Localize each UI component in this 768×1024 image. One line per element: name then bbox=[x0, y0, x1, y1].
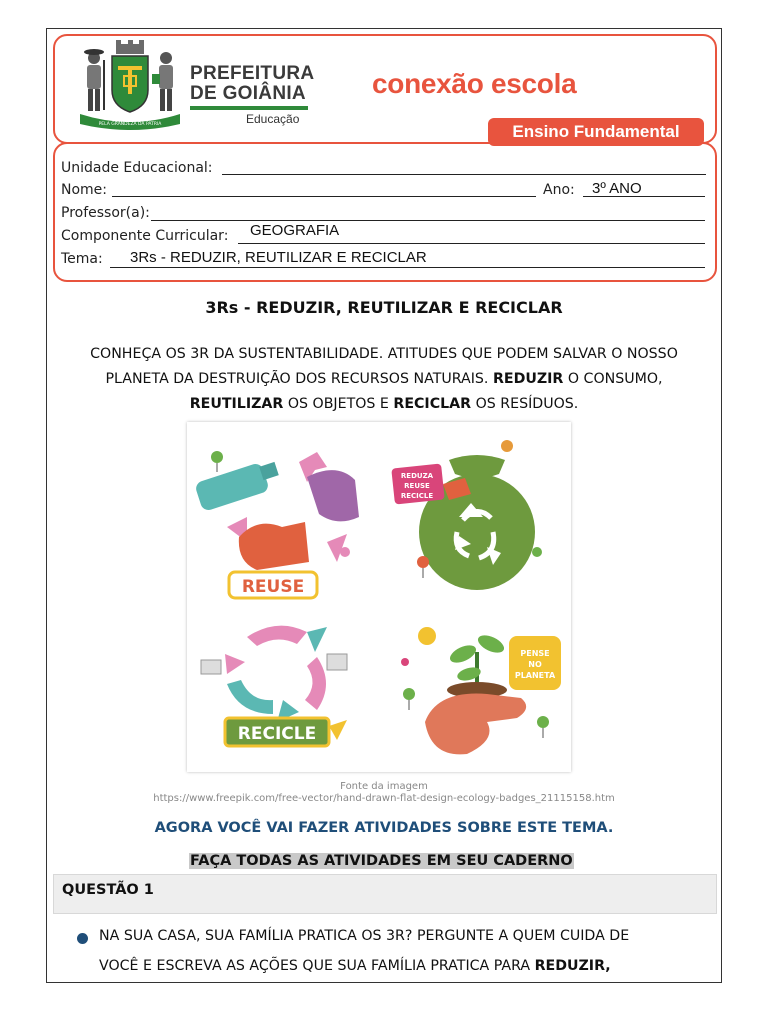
ecology-badges-illustration bbox=[187, 422, 571, 772]
componente-value: GEOGRAFIA bbox=[250, 222, 340, 239]
reduce-bag-badge bbox=[391, 440, 542, 590]
prefeitura-green-rule bbox=[190, 106, 308, 110]
pense-line1: PENSE bbox=[520, 649, 550, 658]
tema-label: Tema: bbox=[61, 251, 103, 267]
pense-line3: PLANETA bbox=[514, 671, 556, 680]
unidade-field[interactable] bbox=[222, 174, 706, 175]
tema-value: 3Rs - REDUZIR, REUTILIZAR E RECICLAR bbox=[130, 249, 427, 266]
ano-value: 3º ANO bbox=[592, 180, 642, 197]
ensino-fundamental-badge: Ensino Fundamental bbox=[488, 118, 704, 146]
bag-tag-line3: RECICLE bbox=[400, 492, 434, 500]
notebook-instruction: FAÇA TODAS AS ATIVIDADES EM SEU CADERNO bbox=[190, 853, 573, 869]
intro-line3: REUTILIZAR OS OBJETOS E RECICLAR OS RESÍDUOS. bbox=[189, 396, 579, 412]
recycle-badge bbox=[201, 626, 347, 746]
prefeitura-line1: PREFEITURA bbox=[190, 63, 315, 84]
question-1-line1: NA SUA CASA, SUA FAMÍLIA PRATICA OS 3R? PERGUNTE A QUEM CUIDA DE bbox=[99, 928, 630, 944]
reuse-badge bbox=[194, 451, 359, 598]
prefeitura-line2: DE GOIÂNIA bbox=[190, 83, 306, 104]
conexao-escola-logo: conexão escola bbox=[372, 68, 577, 99]
intro-paragraph bbox=[56, 342, 712, 417]
intro-line2: PLANETA DA DESTRUIÇÃO DOS RECURSOS NATURAIS. REDUZIR O CONSUMO, bbox=[105, 371, 663, 387]
bag-tag-line1: REDUZA bbox=[400, 472, 434, 480]
bullet-icon bbox=[77, 933, 88, 944]
image-source-label: Fonte da imagem bbox=[340, 781, 428, 792]
nome-field[interactable] bbox=[112, 196, 536, 197]
document-title: 3Rs - REDUZIR, REUTILIZAR E RECICLAR bbox=[205, 298, 563, 317]
pense-line2: NO bbox=[528, 660, 542, 669]
question-1-line2: VOCÊ E ESCREVA AS AÇÕES QUE SUA FAMÍLIA PRATICA PARA REDUZIR, bbox=[99, 958, 611, 974]
activities-intro: AGORA VOCÊ VAI FAZER ATIVIDADES SOBRE ESTE TEMA. bbox=[154, 820, 614, 836]
professor-field[interactable] bbox=[151, 220, 705, 221]
think-planet-badge bbox=[401, 627, 561, 754]
componente-label: Componente Curricular: bbox=[61, 228, 229, 244]
intro-line1: CONHEÇA OS 3R DA SUSTENTABILIDADE. ATITUDES QUE PODEM SALVAR O NOSSO bbox=[90, 346, 678, 362]
professor-label: Professor(a): bbox=[61, 205, 150, 221]
recicle-text: RECICLE bbox=[237, 724, 317, 744]
tema-field[interactable] bbox=[110, 267, 705, 268]
question-1-title: QUESTÃO 1 bbox=[62, 882, 154, 898]
componente-field[interactable] bbox=[238, 243, 705, 244]
reuse-text: REUSE bbox=[241, 577, 305, 597]
nome-label: Nome: bbox=[61, 182, 108, 198]
image-source-url[interactable]: https://www.freepik.com/free-vector/hand-drawn-flat-design-ecology-badges_21115158.htm bbox=[153, 793, 615, 804]
prefeitura-title bbox=[190, 64, 314, 104]
bag-tag-line2: REUSE bbox=[404, 482, 430, 490]
crest-motto: PELA GRANDEZA DA PÁTRIA bbox=[98, 122, 162, 127]
unidade-label: Unidade Educacional: bbox=[61, 160, 213, 176]
prefeitura-subtitle: Educação bbox=[246, 112, 300, 126]
city-crest-logo bbox=[78, 40, 182, 132]
ano-label: Ano: bbox=[543, 182, 575, 198]
